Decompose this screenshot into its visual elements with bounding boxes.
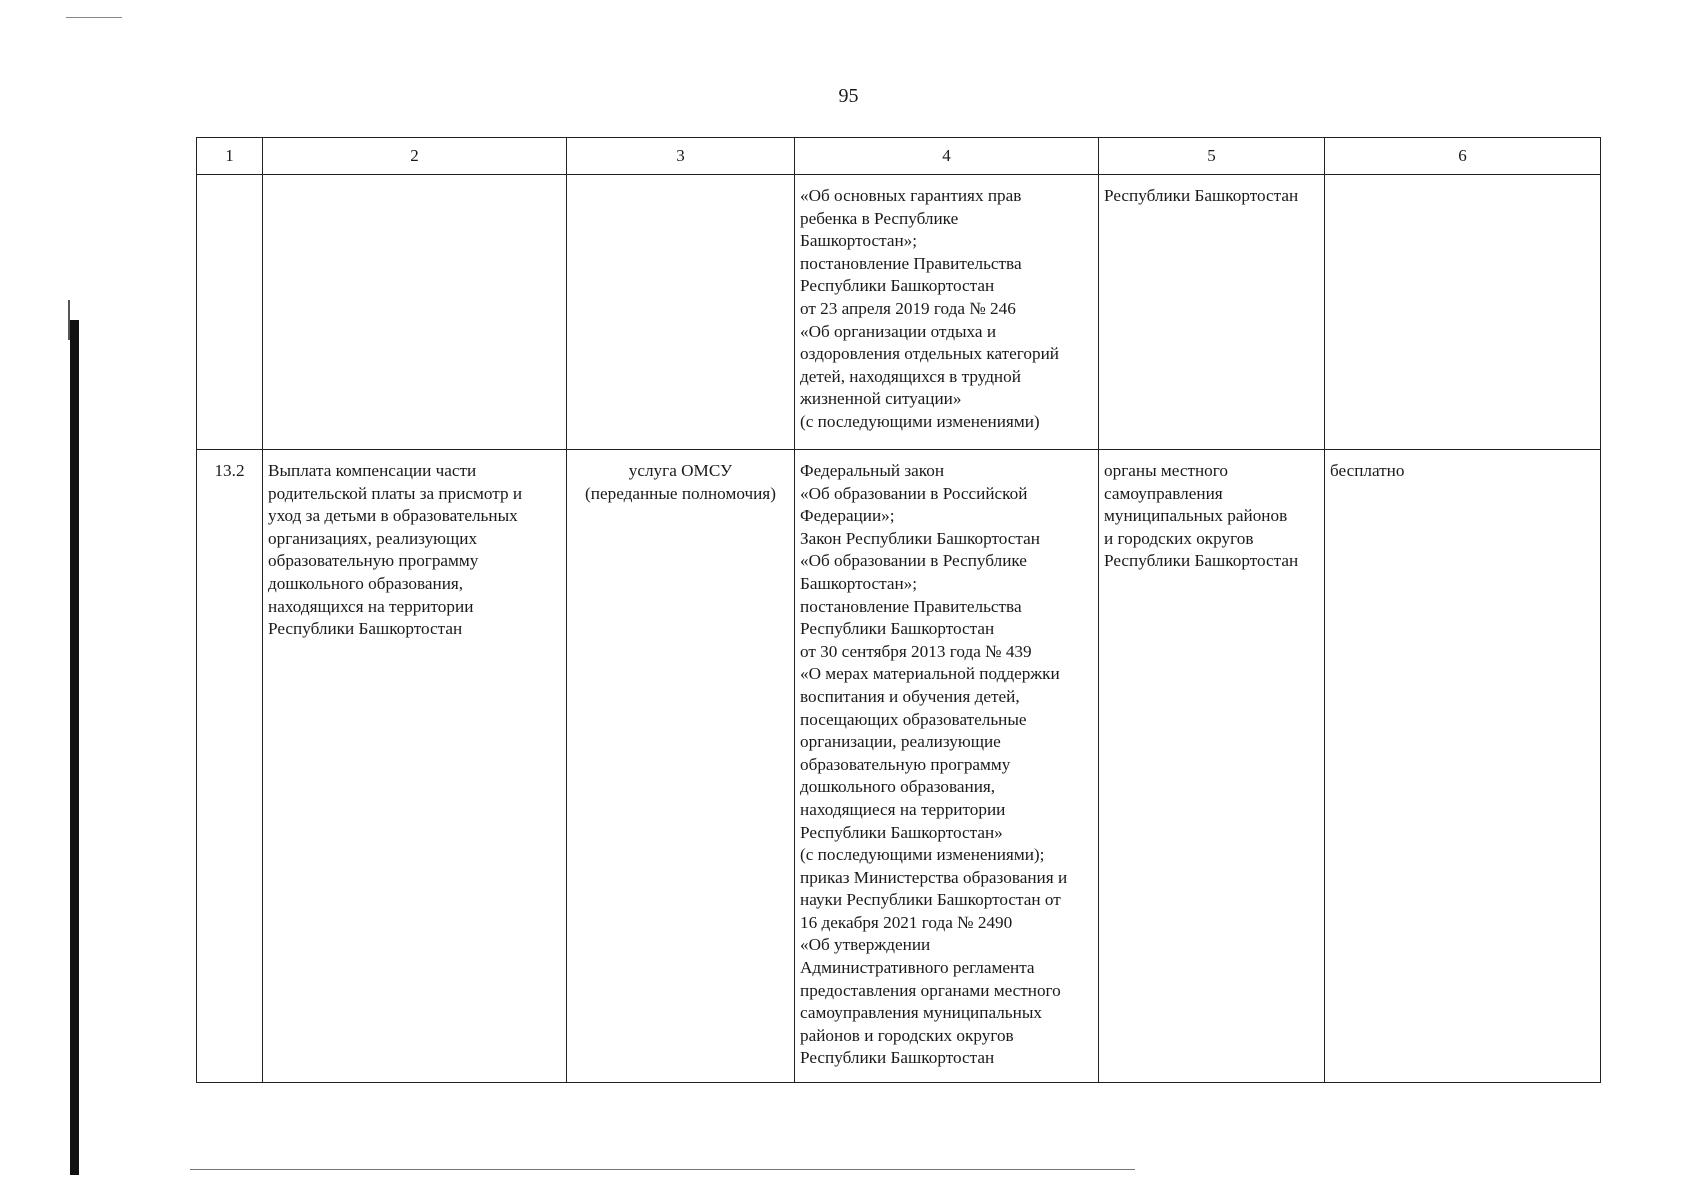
provider-cell: органы местного самоуправления муниципальных районов и городских округов Республики Башкортостан [1099, 450, 1325, 1083]
column-header-6: 6 [1325, 138, 1601, 175]
cost-cell: бесплатно [1325, 450, 1601, 1083]
provider-cell: Республики Башкортостан [1099, 175, 1325, 450]
table-header-row [197, 138, 1601, 175]
page-number: 95 [838, 85, 859, 107]
table-row-13-2 [197, 450, 1601, 1083]
column-header-2: 2 [263, 138, 567, 175]
services-table [196, 137, 1601, 1083]
service-type-cell [567, 175, 795, 450]
row-number-cell: 13.2 [197, 450, 263, 1083]
row-number-cell [197, 175, 263, 450]
column-header-1: 1 [197, 138, 263, 175]
column-header-3: 3 [567, 138, 795, 175]
scan-bottom-line [190, 1169, 1135, 1170]
column-header-4: 4 [795, 138, 1099, 175]
service-name-cell: Выплата компенсации части родительской платы за присмотр и уход за детьми в образовательных организациях, реализующих образовательную программу дошкольного образования, находящихся на территории Республики Башкортостан [263, 450, 567, 1083]
column-header-5: 5 [1099, 138, 1325, 175]
table-row-continuation [197, 175, 1601, 450]
cost-cell [1325, 175, 1601, 450]
scan-top-mark [66, 17, 122, 18]
service-type-cell: услуга ОМСУ (переданные полномочия) [567, 450, 795, 1083]
legal-basis-cell: «Об основных гарантиях прав ребенка в Республике Башкортостан»; постановление Правительства Республики Башкортостан от 23 апреля 2019 года № 246 «Об организации отдыха и оздоровления отдельных категорий детей, находящихся в трудной жизненной ситуации» (с последующими изменениями) [795, 175, 1099, 450]
legal-basis-cell: Федеральный закон «Об образовании в Российской Федерации»; Закон Республики Башкортостан «Об образовании в Республике Башкортостан»; постановление Правительства Республики Башкортостан от 30 сентября 2013 года № 439 «О мерах материальной поддержки воспитания и обучения детей, посещающих образовательные организации, реализующие образовательную программу дошкольного образования, находящиеся на территории Республики Башкортостан» (с последующими изменениями); приказ Министерства образования и науки Республики Башкортостан от 16 декабря 2021 года № 2490 «Об утверждении Административного регламента предоставления органами местного самоуправления муниципальных районов и городских округов Республики Башкортостан [795, 450, 1099, 1083]
service-name-cell [263, 175, 567, 450]
scan-edge-shadow [70, 320, 79, 1175]
